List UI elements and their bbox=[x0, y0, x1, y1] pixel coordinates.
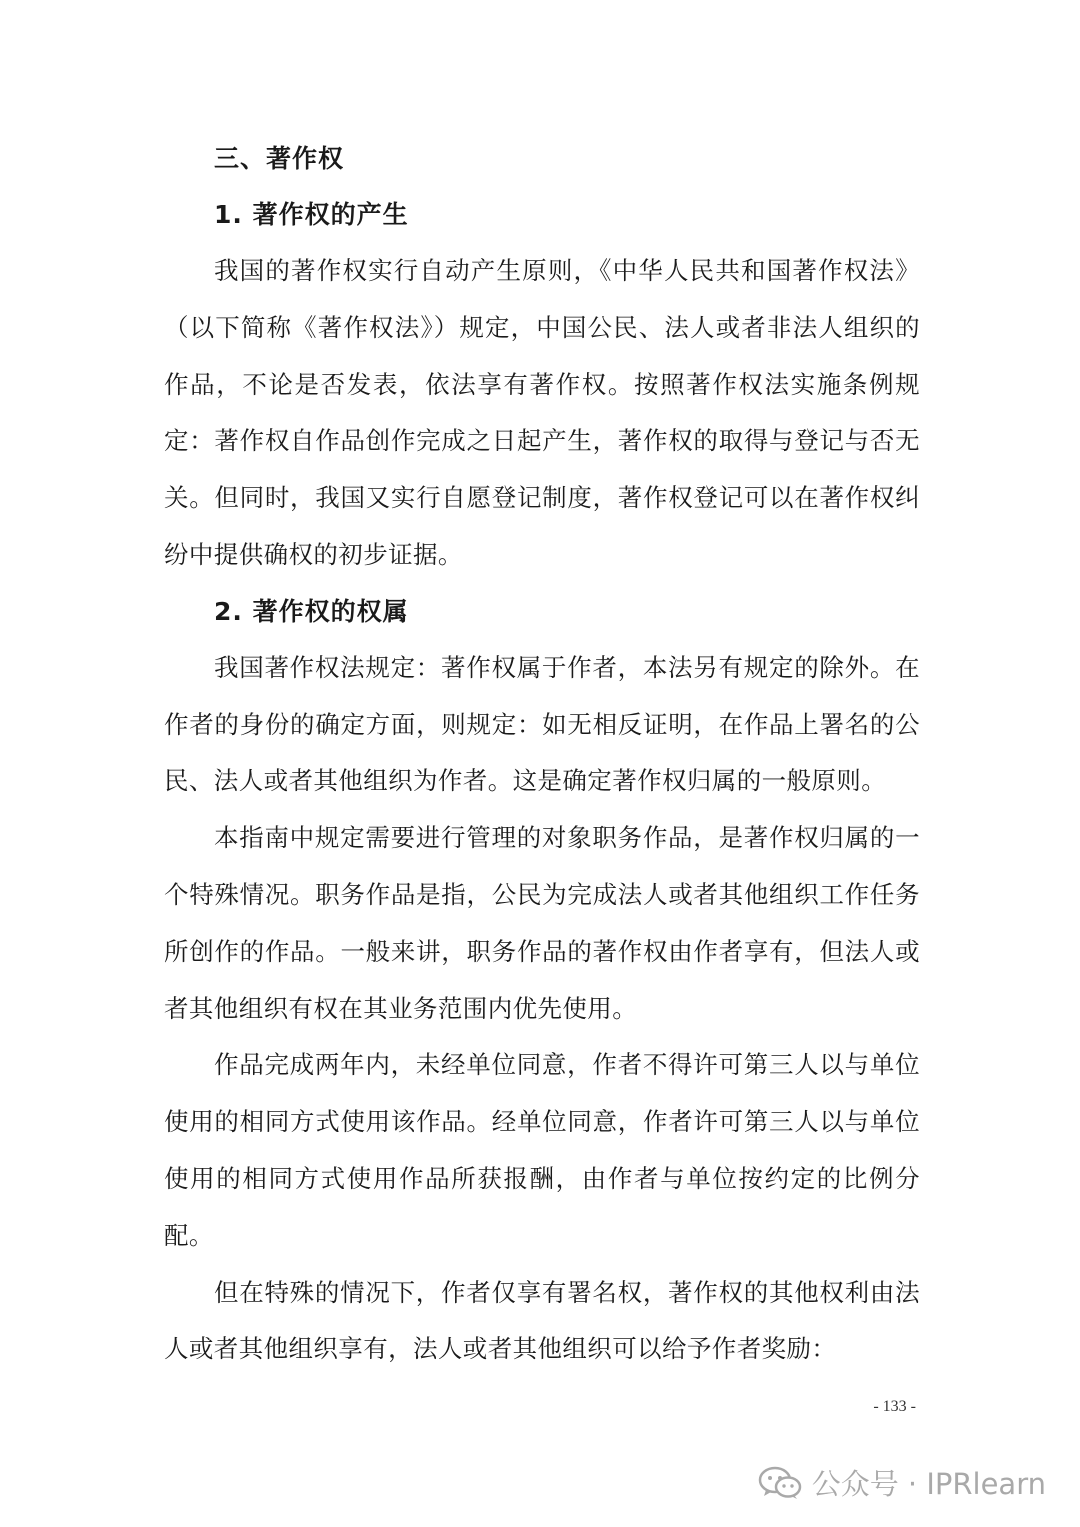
section-title: 三、著作权 bbox=[214, 144, 345, 173]
wechat-icon bbox=[758, 1465, 802, 1501]
watermark bbox=[758, 1462, 1046, 1503]
paragraph: 但在特殊的情况下，作者仅享有署名权，著作权的其他权利由法人或者其他组织享有，法人或者其他组织可以给予作者奖励： bbox=[164, 1277, 920, 1364]
paragraph: 作品完成两年内，未经单位同意，作者不得许可第三人以与单位使用的相同方式使用该作品。经单位同意，作者许可第三人以与单位使用的相同方式使用作品所获报酬，由作者与单位按约定的比例分配。 bbox=[164, 1050, 920, 1250]
watermark-text: 公众号 · IPRlearn bbox=[811, 1467, 1046, 1501]
paragraph: 我国著作权法规定：著作权属于作者，本法另有规定的除外。在作者的身份的确定方面，则规定：如无相反证明，在作品上署名的公民、法人或者其他组织为作者。这是确定著作权归属的一般原则。 bbox=[164, 652, 920, 796]
paragraph: 本指南中规定需要进行管理的对象职务作品，是著作权归属的一个特殊情况。职务作品是指，公民为完成法人或者其他组织工作任务所创作的作品。一般来讲，职务作品的著作权由作者享有，但法人或者其他组织有权在其业务范围内优先使用。 bbox=[164, 823, 920, 1023]
page-number: - 133 - bbox=[873, 1398, 916, 1415]
paragraph: 我国的著作权实行自动产生原则，《中华人民共和国著作权法》（以下简称《著作权法》）规定，中国公民、法人或者非法人组织的作品，不论是否发表，依法享有著作权。按照著作权法实施条例规定：著作权自作品创作完成之日起产生，著作权的取得与登记与否无关。但同时，我国又实行自愿登记制度，著作权登记可以在著作权纠纷中提供确权的初步证据。 bbox=[164, 256, 920, 569]
subsection-heading-2: 2. 著作权的权属 bbox=[214, 596, 409, 626]
subsection-heading-1: 1. 著作权的产生 bbox=[214, 200, 409, 229]
document-body bbox=[164, 131, 920, 1378]
